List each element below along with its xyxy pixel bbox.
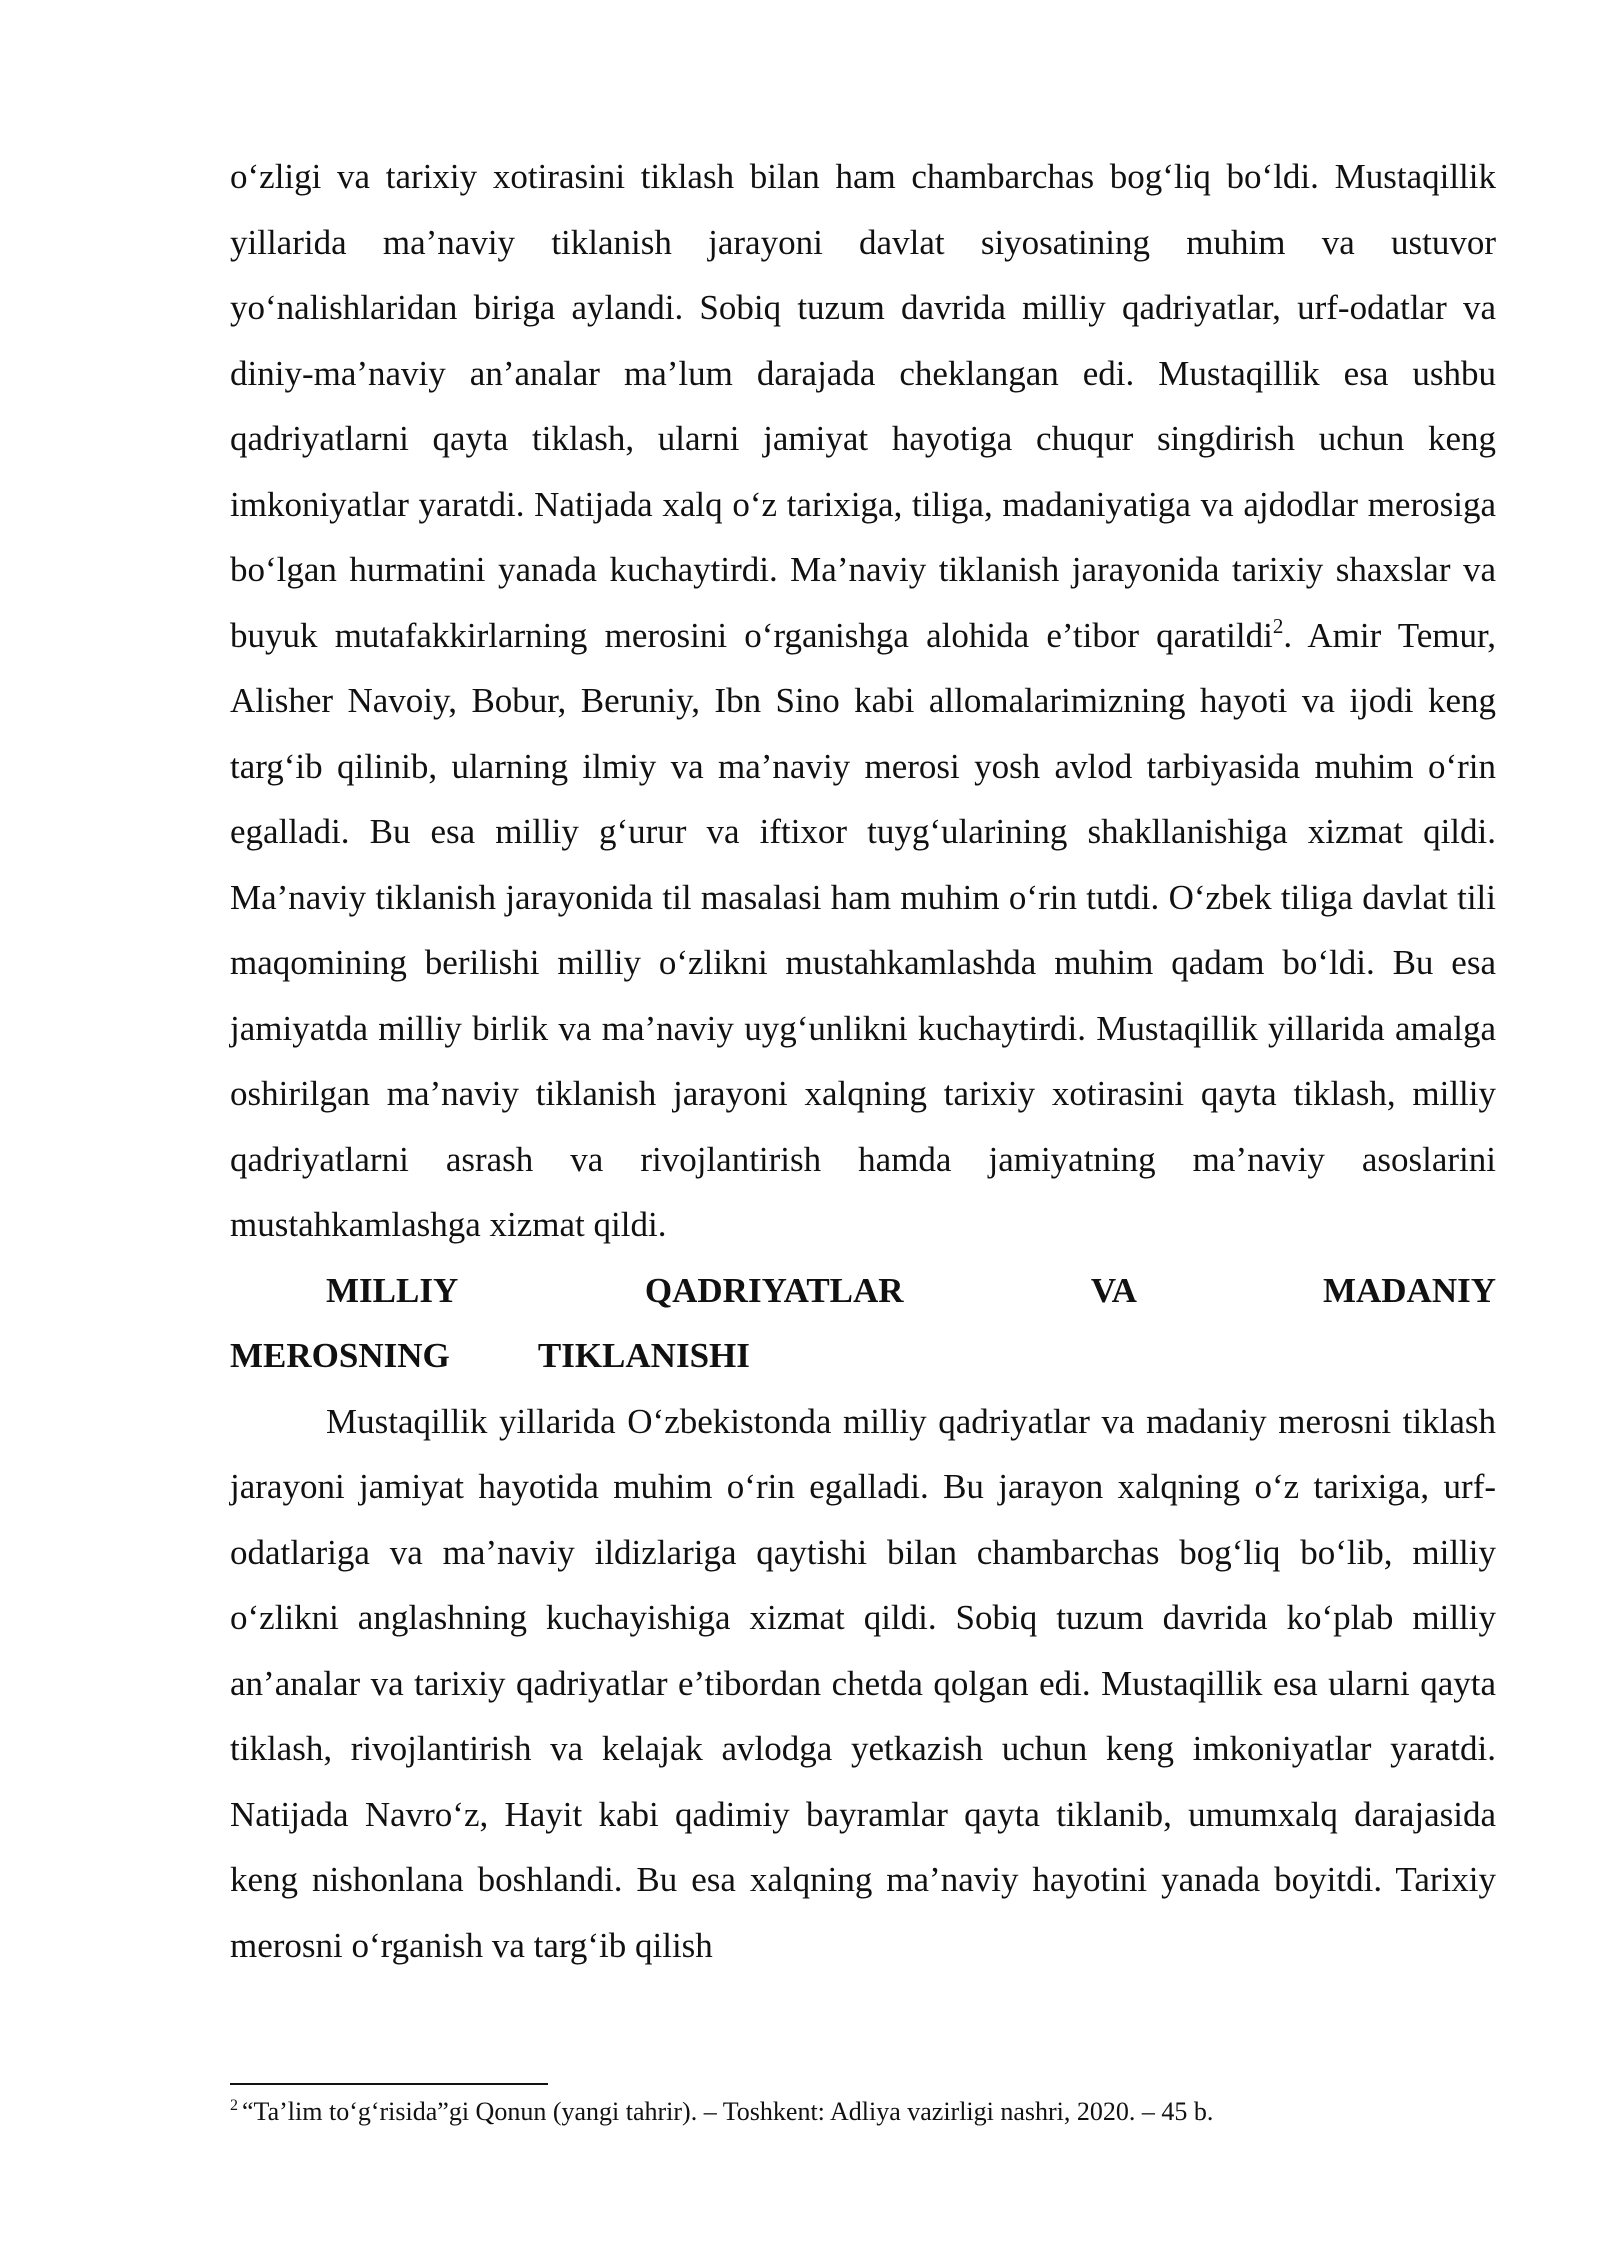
footnote-text: “Ta’lim to‘g‘risida”gi Qonun (yangi tahrir). – Toshkent: Adliya vazirligi nashri, 2020. – 45 b. <box>242 2097 1214 2126</box>
footnote <box>230 2094 1496 2130</box>
footnote-marker: 2 <box>230 2097 238 2114</box>
footnote-reference[interactable]: 2 <box>1272 613 1284 638</box>
paragraph-text: o‘zligi va tarixiy xotirasini tiklash bilan ham chambarchas bog‘liq bo‘ldi. Mustaqillik yillarida ma’naviy tiklanish jarayoni davlat siyosatining muhim va ustuvor yo‘nalishlaridan biriga aylandi. Sobiq tuzum davrida milliy qadriyatlar, urf-odatlar va diniy-ma’naviy an’analar ma’lum darajada cheklangan edi. Mustaqillik esa ushbu qadriyatlarni qayta tiklash, ularni jamiyat hayotiga chuqur singdirish uchun keng imkoniyatlar yaratdi. Natijada xalq o‘z tarixiga, tiliga, madaniyatiga va ajdodlar merosiga bo‘lgan hurmatini yanada kuchaytirdi. Ma’naviy tiklanish jarayonida tarixiy shaxslar va buyuk mutafakkirlarning merosini o‘rganishga alohida e’tibor qaratildi <box>230 157 1496 655</box>
body-paragraph-1 <box>230 144 1496 1258</box>
footnote-separator <box>230 2083 548 2085</box>
document-page <box>230 144 1496 1978</box>
body-paragraph-2: Mustaqillik yillarida O‘zbekistonda milliy qadriyatlar va madaniy merosni tiklash jarayoni jamiyat hayotida muhim o‘rin egalladi. Bu jarayon xalqning o‘z tarixiga, urf-odatlariga va ma’naviy ildizlariga qaytishi bilan chambarchas bog‘liq bo‘lib, milliy o‘zlikni anglashning kuchayishiga xizmat qildi. Sobiq tuzum davrida ko‘plab milliy an’analar va tarixiy qadriyatlar e’tibordan chetda qolgan edi. Mustaqillik esa ularni qayta tiklash, rivojlantirish va kelajak avlodga yetkazish uchun keng imkoniyatlar yaratdi. Natijada Navro‘z, Hayit kabi qadimiy bayramlar qayta tiklanib, umumxalq darajasida keng nishonlana boshlandi. Bu esa xalqning ma’naviy hayotini yanada boyitdi. Tarixiy merosni o‘rganish va targ‘ib qilish <box>230 1401 1496 1965</box>
paragraph-text-continued: . Amir Temur, Alisher Navoiy, Bobur, Beruniy, Ibn Sino kabi allomalarimizning hayoti va ijodi keng targ‘ib qilinib, ularning ilmiy va ma’naviy merosi yosh avlod tarbiyasida muhim o‘rin egalladi. Bu esa milliy g‘urur va iftixor tuyg‘ularining shakllanishiga xizmat qildi. Ma’naviy tiklanish jarayonida til masalasi ham muhim o‘rin tutdi. O‘zbek tiliga davlat tili maqomining berilishi milliy o‘zlikni mustahkamlashda muhim qadam bo‘ldi. Bu esa jamiyatda milliy birlik va ma’naviy uyg‘unlikni kuchaytirdi. Mustaqillik yillarida amalga oshirilgan ma’naviy tiklanish jarayoni xalqning tarixiy xotirasini qayta tiklash, milliy qadriyatlarni asrash va rivojlantirish hamda jamiyatning ma’naviy asoslarini mustahkamlashga xizmat qildi. <box>230 615 1496 1244</box>
section-heading: MILLIY QADRIYATLAR VA MADANIY MEROSNING TIKLANISHI <box>230 1270 1496 1375</box>
